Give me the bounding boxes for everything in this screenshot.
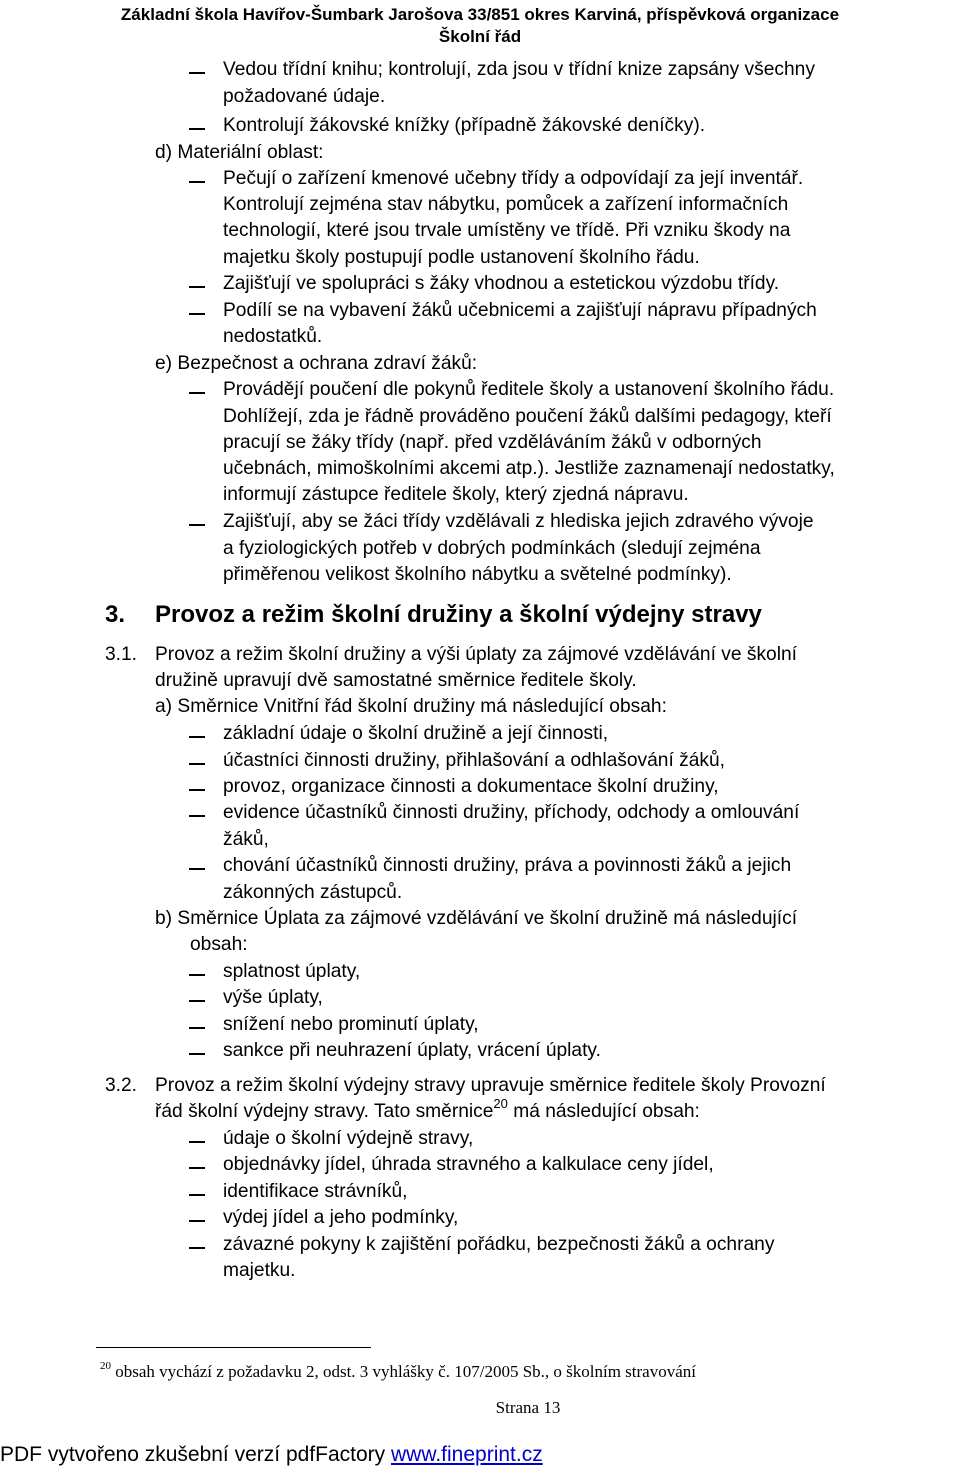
list-item-text: závazné pokyny k zajištění pořádku, bezpečnosti žáků a ochrany [223, 1234, 775, 1255]
list-item-text: majetku školy postupují podle ustanovení školního řádu. [223, 247, 700, 268]
footnote-reference: 20 [493, 1096, 508, 1111]
list-dash [189, 1000, 205, 1002]
list-item-text: učebnách, mimoškolními akcemi atp.). Jestliže zaznamenají nedostatky, [223, 458, 835, 479]
list-item-text: Dohlížejí, zda je řádně prováděno poučení žáků dalšími pedagogy, kteří [223, 406, 832, 427]
list-item-text: identifikace strávníků, [223, 1181, 408, 1202]
section-number: 3.1. [105, 644, 138, 665]
paragraph-line: Provoz a režim školní družiny a výši úplaty za zájmové vzdělávání ve školní [155, 644, 797, 665]
list-item-text: evidence účastníků činnosti družiny, příchody, odchody a omlouvání [223, 802, 800, 823]
list-item-text: a fyziologických potřeb v dobrých podmínkách (sledují zejména [223, 538, 761, 559]
footnote-number: 20 [100, 1360, 111, 1372]
list-dash [189, 313, 205, 315]
list-dash [189, 181, 205, 183]
list-item-text: výše úplaty, [223, 987, 323, 1008]
list-item-text: základní údaje o školní družině a její činnosti, [223, 723, 609, 744]
list-dash [189, 1194, 205, 1196]
list-dash [189, 789, 205, 791]
list-dash [189, 1247, 205, 1249]
list-item-text: Provádějí poučení dle pokynů ředitele školy a ustanovení školního řádu. [223, 379, 835, 400]
footnote-separator [96, 1347, 371, 1348]
list-item-text: objednávky jídel, úhrada stravného a kalkulace ceny jídel, [223, 1154, 714, 1175]
list-item-text: Pečují o zařízení kmenové učebny třídy a odpovídají za její inventář. [223, 168, 804, 189]
list-item-text: výdej jídel a jeho podmínky, [223, 1207, 459, 1228]
list-item-text: požadované údaje. [223, 86, 386, 107]
list-item-text: Kontrolují zejména stav nábytku, pomůcek a zařízení informačních [223, 194, 789, 215]
list-dash [189, 868, 205, 870]
list-dash [189, 1053, 205, 1055]
list-item-text: přiměřenou velikost školního nábytku a světelné podmínky). [223, 564, 732, 585]
list-item-text: zákonných zástupců. [223, 882, 403, 903]
list-item-text: Kontrolují žákovské knížky (případně žákovské deníčky). [223, 115, 706, 136]
paragraph-text: řád školní výdejny stravy. Tato směrnice [155, 1101, 494, 1122]
list-dash [189, 974, 205, 976]
list-item-text: účastníci činnosti družiny, přihlašování a odhlašování žáků, [223, 750, 725, 771]
list-item-text: informují zástupce ředitele školy, který zjedná nápravu. [223, 484, 689, 505]
section-label: d) Materiální oblast: [155, 142, 324, 163]
list-item-text: Zajišťují ve spolupráci s žáky vhodnou a estetickou výzdobu třídy. [223, 273, 780, 294]
list-item-text: technologií, které jsou trvale umístěny ve třídě. Při vzniku škody na [223, 220, 791, 241]
list-dash [189, 1027, 205, 1029]
list-item-text: Vedou třídní knihu; kontrolují, zda jsou v třídní knize zapsány všechny [223, 59, 815, 80]
page-number: Strana 13 [495, 1398, 561, 1417]
subsection-label: b) Směrnice Úplata za zájmové vzdělávání ve školní družině má následující [155, 908, 798, 929]
list-item-text: provoz, organizace činnosti a dokumentace školní družiny, [223, 776, 719, 797]
section-label: e) Bezpečnost a ochrana zdraví žáků: [155, 353, 478, 374]
list-dash [189, 392, 205, 394]
list-item-text: nedostatků. [223, 326, 323, 347]
list-item-text: údaje o školní výdejně stravy, [223, 1128, 474, 1149]
subsection-label: a) Směrnice Vnitřní řád školní družiny má následující obsah: [155, 696, 667, 717]
list-item-text: pracují se žáky třídy (např. před vzděláváním žáků v odborných [223, 432, 762, 453]
subsection-label: obsah: [190, 934, 248, 955]
list-item-text: splatnost úplaty, [223, 961, 361, 982]
chapter-title: Provoz a režim školní družiny a školní výdejny stravy [155, 601, 762, 628]
list-item-text: Podílí se na vybavení žáků učebnicemi a zajišťují nápravu případných [223, 300, 817, 321]
section-number: 3.2. [105, 1075, 138, 1096]
list-dash [189, 72, 205, 74]
list-item-text: snížení nebo prominutí úplaty, [223, 1014, 479, 1035]
pdf-watermark-link[interactable]: www.fineprint.cz [390, 1443, 543, 1466]
footnote [100, 1355, 696, 1383]
pdf-watermark [0, 1443, 543, 1467]
list-dash [189, 128, 205, 130]
list-dash [189, 286, 205, 288]
list-item-text: Zajišťují, aby se žáci třídy vzdělávali z hlediska jejich zdravého vývoje [223, 511, 814, 532]
paragraph-line: družině upravují dvě samostatné směrnice ředitele školy. [155, 670, 637, 691]
list-item-text: chování účastníků činnosti družiny, práva a povinnosti žáků a jejich [223, 855, 792, 876]
list-dash [189, 524, 205, 526]
footnote-text: obsah vychází z požadavku 2, odst. 3 vyhlášky č. 107/2005 Sb., o školním stravování [111, 1362, 696, 1381]
list-item-text: sankce při neuhrazení úplaty, vrácení úplaty. [223, 1040, 601, 1061]
paragraph-text: má následující obsah: [507, 1101, 700, 1122]
list-dash [189, 1167, 205, 1169]
list-item-text: žáků, [223, 829, 269, 850]
paragraph-line [155, 1096, 700, 1125]
document-header-school: Základní škola Havířov-Šumbark Jarošova 33/851 okres Karviná, příspěvková organizace [120, 5, 840, 24]
chapter-number: 3. [105, 601, 126, 628]
list-dash [189, 815, 205, 817]
list-item-text: majetku. [223, 1260, 296, 1281]
list-dash [189, 736, 205, 738]
paragraph-line: Provoz a režim školní výdejny stravy upravuje směrnice ředitele školy Provozní [155, 1075, 826, 1096]
document-header-title: Školní řád [438, 27, 522, 46]
pdf-watermark-text: PDF vytvořeno zkušební verzí pdfFactory [0, 1443, 391, 1466]
list-dash [189, 1220, 205, 1222]
list-dash [189, 1141, 205, 1143]
list-dash [189, 763, 205, 765]
